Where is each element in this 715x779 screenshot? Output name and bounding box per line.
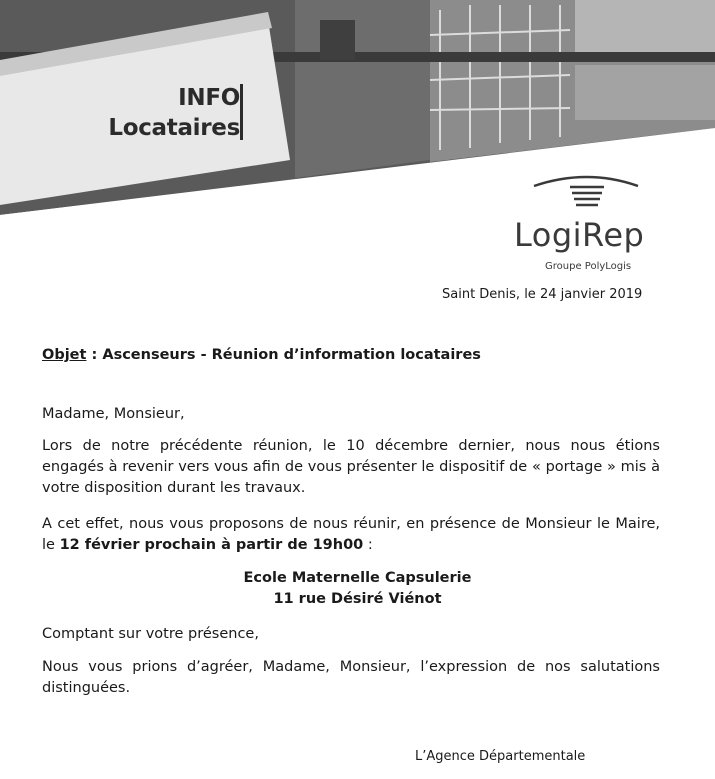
info-title-line1: INFO [178,85,240,111]
subject-text: : Ascenseurs - Réunion d’information locataires [86,347,481,363]
letter-signature: L’Agence Départementale [415,749,586,764]
letter-closing-2: Nous vous prions d’agréer, Madame, Monsieur, l’expression de nos salutations distinguées. [42,659,660,696]
letter-paragraph-1: Lors de notre précédente réunion, le 10 décembre dernier, nous nous étions engagés à revenir vers vous afin de vous présenter le dispositif de « portage » mis à votre disposition durant les travaux. [42,438,660,496]
location-name: Ecole Maternelle Capsulerie [243,570,472,586]
letter-paragraph-2 [42,514,660,556]
subject-label: Objet [42,347,87,363]
letter-subject [42,345,481,366]
logo-wordmark: LogiRep [514,216,645,254]
letter-closing-1: Comptant sur votre présence, [42,626,259,642]
title-divider-bar [240,84,243,140]
paragraph-2-text: A cet effet, nous vous proposons de nous réunir, en présence de Monsieur le Maire, le [42,516,660,553]
letter-date: Saint Denis, le 24 janvier 2019 [442,287,643,302]
meeting-date-time: 12 février prochain à partir de 19h00 [59,537,364,553]
paragraph-2-end: : [363,537,373,553]
info-title-line2: Locataires [108,115,240,141]
meeting-location [0,568,715,610]
letter-salutation: Madame, Monsieur, [42,406,185,422]
logo-group-name: Groupe PolyLogis [545,261,632,272]
info-locataires-title [90,83,240,143]
location-address: 11 rue Désiré Viénot [273,591,442,607]
